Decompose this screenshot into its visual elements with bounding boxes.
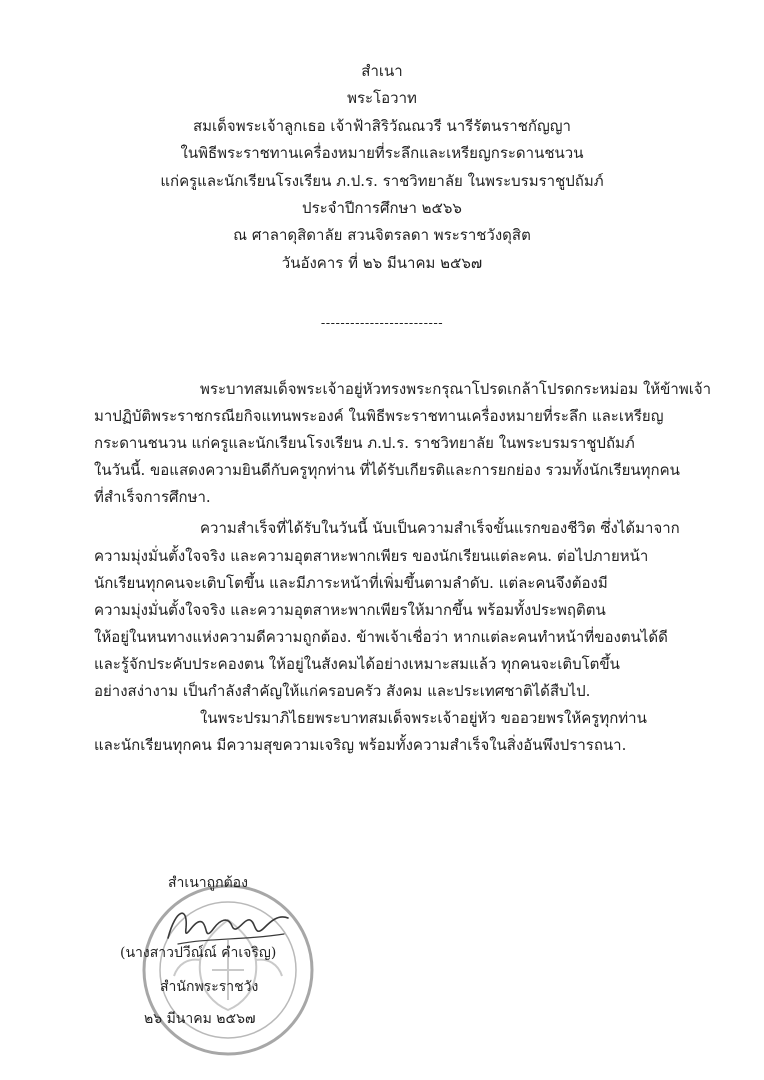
document-body [94,376,710,759]
paragraph-line: และรู้จักประคับประคองตน ให้อยู่ในสังคมได้อย่างเหมาะสมแล้ว ทุกคนจะเติบโตขึ้น [94,654,620,673]
certified-copy-label: สำเนาถูกต้อง [168,875,248,891]
header-copy-label: สำเนา [361,62,403,80]
paragraph-line: อย่างสง่างาม เป็นกำลังสำคัญให้แก่ครอบครัว สังคม และประเทศชาติได้สืบไป. [94,682,591,701]
paragraph-line: มาปฏิบัติพระราชกรณียกิจแทนพระองค์ ในพิธีพระราชทานเครื่องหมายที่ระลึก และเหรียญ [94,407,664,426]
paragraph-line: ความมุ่งมั่นตั้งใจจริง และความอุตสาหะพากเพียรให้มากขึ้น พร้อมทั้งประพฤติตน [94,600,606,619]
paragraph-line: พระบาทสมเด็จพระเจ้าอยู่หัวทรงพระกรุณาโปรดเกล้าโปรดกระหม่อม ให้ข้าพเจ้า [200,380,712,398]
certifier-name: (นางสาวปวีณ์ณ์ คำเจริญ) [120,945,277,961]
paragraph-line: และนักเรียนทุกคน มีความสุขความเจริญ พร้อมทั้งความสำเร็จในสิ่งอันพึงปรารถนา. [94,736,627,755]
header-royal-name: สมเด็จพระเจ้าลูกเธอ เจ้าฟ้าสิริวัณณวรี นารีรัตนราชกัญญา [193,116,571,135]
header-date: วันอังคาร ที่ ๒๖ มีนาคม ๒๕๖๗ [281,253,483,272]
paragraph-line: นักเรียนทุกคนจะเติบโตขึ้น และมีภาระหน้าที่เพิ่มขึ้นตามลำดับ. แต่ละคนจึงต้องมี [94,573,608,592]
certifier-office: สำนักพระราชวัง [160,979,259,995]
paragraph-line: ในพระปรมาภิไธยพระบาทสมเด็จพระเจ้าอยู่หัว ขออวยพรให้ครูทุกท่าน [200,709,647,728]
header-title: พระโอวาท [347,89,417,108]
paragraph-line: ในวันนี้. ขอแสดงความยินดีกับครูทุกท่าน ที่ได้รับเกียรติและการยกย่อง รวมทั้งนักเรียนทุกคน [94,461,680,480]
paragraph-line: ให้อยู่ในหนทางแห่งความดีความถูกต้อง. ข้าพเจ้าเชื่อว่า หากแต่ละคนทำหน้าที่ของตนได้ดี [94,627,668,646]
header-recipients: แก่ครูและนักเรียนโรงเรียน ภ.ป.ร. ราชวิทยาลัย ในพระบรมราชูปถัมภ์ [160,171,604,190]
paragraph-3 [94,705,710,759]
certification-date: ๒๖ มีนาคม ๒๕๖๗ [144,1011,256,1027]
paragraph-line: ที่สำเร็จการศึกษา. [94,488,211,507]
paragraph-1 [94,376,710,511]
paragraph-line: ความสำเร็จที่ได้รับในวันนี้ นับเป็นความสำเร็จขั้นแรกของชีวิต ซึ่งได้มาจาก [200,519,680,538]
paragraph-line: กระดานชนวน แก่ครูและนักเรียนโรงเรียน ภ.ป.ร. ราชวิทยาลัย ในพระบรมราชูปถัมภ์ [94,434,635,453]
header-venue: ณ ศาลาดุสิดาลัย สวนจิตรลดา พระราชวังดุสิต [233,226,531,245]
header-academic-year: ประจำปีการศึกษา ๒๕๖๖ [302,198,462,217]
document-header [60,58,704,277]
header-divider: ------------------------- [320,316,444,331]
header-ceremony: ในพิธีพระราชทานเครื่องหมายที่ระลึกและเหรียญกระดานชนวน [180,144,584,163]
paragraph-2 [94,515,710,705]
paragraph-line: ความมุ่งมั่นตั้งใจจริง และความอุตสาหะพากเพียร ของนักเรียนแต่ละคน. ต่อไปภายหน้า [94,546,649,565]
